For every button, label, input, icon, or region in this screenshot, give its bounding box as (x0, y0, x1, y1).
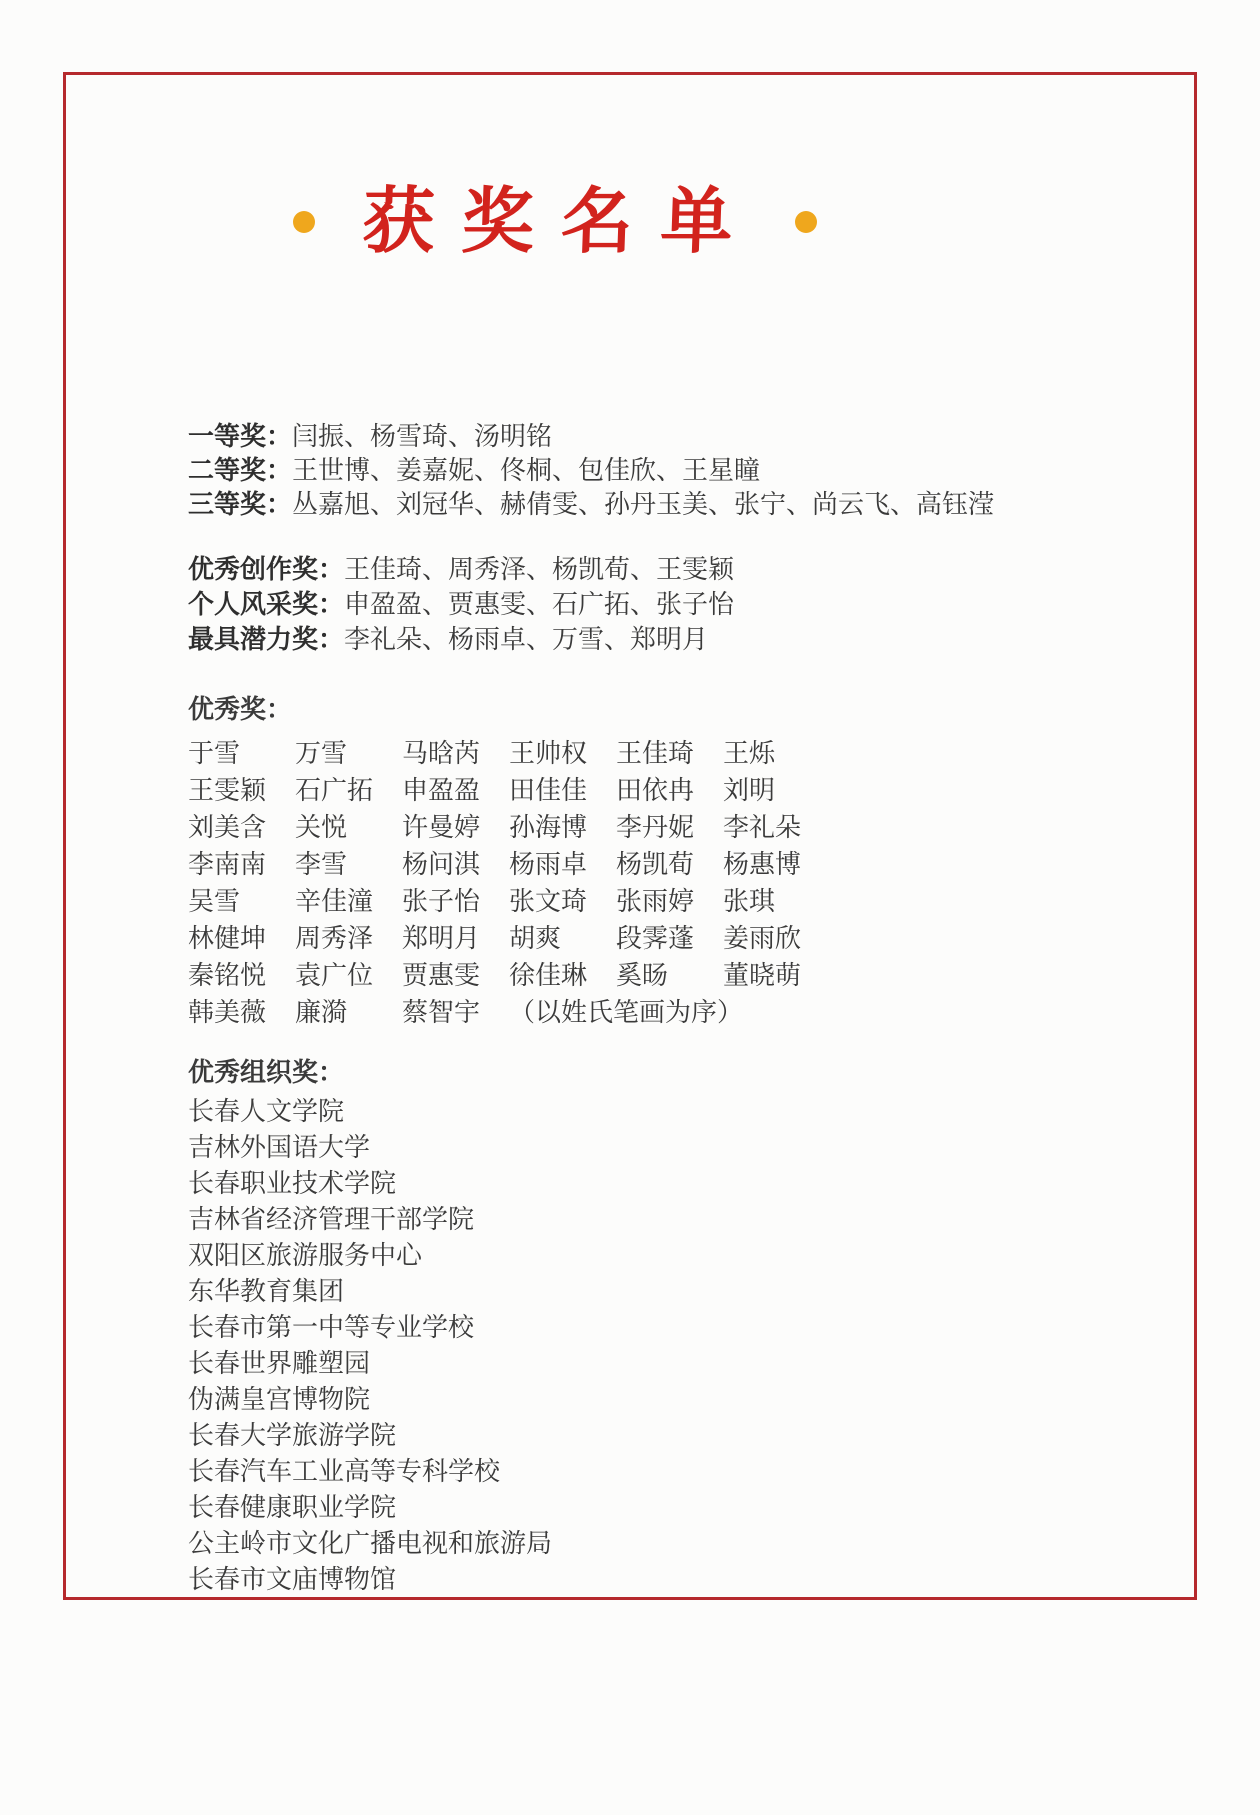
award-line-potential (188, 622, 1134, 657)
awardee-name: 杨问淇 (402, 849, 481, 879)
awardee-name: 林健坤 (188, 923, 267, 953)
grid-row (188, 955, 1134, 992)
grid-row (188, 733, 1134, 770)
award-line-personal-style (188, 587, 1134, 622)
awardee-name: 胡爽 (509, 923, 562, 953)
awardee-name: 李南南 (188, 849, 267, 879)
organization-item: 长春汽车工业高等专科学校 (188, 1456, 501, 1486)
awardee-name: 蔡智宇 (402, 997, 481, 1027)
sort-note: （以姓氏笔画为序） (509, 997, 744, 1027)
awardee-name: 田佳佳 (509, 775, 588, 805)
awardee-name: 张文琦 (509, 886, 588, 916)
awardee-name: 关悦 (295, 812, 348, 842)
awardee-name: 李丹妮 (616, 812, 695, 842)
awardee-name: 石广拓 (295, 775, 374, 805)
grid-row (188, 844, 1134, 881)
organization-item: 伪满皇宫博物院 (188, 1384, 371, 1414)
excellence-award-label: 优秀奖： (188, 694, 293, 724)
award-names: 李礼朵、杨雨卓、万雪、郑明月 (344, 624, 709, 654)
awardee-name: 杨雨卓 (509, 849, 588, 879)
organization-award-label: 优秀组织奖： (188, 1057, 345, 1087)
awardee-name: 刘明 (723, 775, 776, 805)
special-awards-block (188, 552, 1134, 657)
excellence-names-grid (188, 733, 1134, 1029)
award-names: 丛嘉旭、刘冠华、赫倩雯、孙丹玉美、张宁、尚云飞、高钰滢 (292, 489, 995, 519)
awardee-name: 秦铭悦 (188, 960, 267, 990)
awardee-name: 李礼朵 (723, 812, 802, 842)
awardee-name: 袁广位 (295, 960, 374, 990)
award-line-second-prize (188, 453, 1134, 487)
awardee-name: 孙海博 (509, 812, 588, 842)
award-names: 申盈盈、贾惠雯、石广拓、张子怡 (344, 589, 735, 619)
grid-row (188, 770, 1134, 807)
grid-row (188, 992, 1134, 1029)
award-names: 王佳琦、周秀泽、杨凯荀、王雯颖 (344, 554, 735, 584)
award-label: 优秀创作奖： (188, 554, 345, 584)
grid-row (188, 881, 1134, 918)
awardee-name: 奚旸 (616, 960, 669, 990)
ranked-awards-block (188, 419, 1134, 521)
awardee-name: 周秀泽 (295, 923, 374, 953)
award-line-first-prize (188, 419, 1134, 453)
awardee-name: 万雪 (295, 738, 348, 768)
award-label: 一等奖： (188, 421, 293, 451)
awardee-name: 于雪 (188, 738, 241, 768)
awardee-name: 辛佳潼 (295, 886, 374, 916)
award-label: 最具潜力奖： (188, 624, 345, 654)
organization-item: 吉林省经济管理干部学院 (188, 1204, 475, 1234)
awardee-name: 李雪 (295, 849, 348, 879)
organization-item: 长春市第一中等专业学校 (188, 1312, 475, 1342)
awardee-name: 廉漪 (295, 997, 348, 1027)
award-label: 个人风采奖： (188, 589, 345, 619)
organization-item: 长春职业技术学院 (188, 1168, 397, 1198)
award-names: 王世博、姜嘉妮、佟桐、包佳欣、王星瞳 (292, 455, 761, 485)
award-label: 二等奖： (188, 455, 293, 485)
awardee-name: 吴雪 (188, 886, 241, 916)
awardee-name: 董晓萌 (723, 960, 802, 990)
awardee-name: 郑明月 (402, 923, 481, 953)
awardee-name: 田依冉 (616, 775, 695, 805)
content-column (188, 419, 1134, 1597)
grid-row (188, 807, 1134, 844)
awardee-name: 姜雨欣 (723, 923, 802, 953)
organization-item: 长春市文庙博物馆 (188, 1564, 397, 1594)
award-line-third-prize (188, 487, 1134, 521)
awardee-name: 王帅权 (509, 738, 588, 768)
awardee-name: 张子怡 (402, 886, 481, 916)
awardee-name: 许曼婷 (402, 812, 481, 842)
awardee-name: 张琪 (723, 886, 776, 916)
awardee-name: 马晗芮 (402, 738, 481, 768)
title-row (0, 163, 1119, 267)
bullet-dot-icon (795, 211, 817, 233)
organization-item: 吉林外国语大学 (188, 1132, 371, 1162)
organization-item: 长春世界雕塑园 (188, 1348, 371, 1378)
organization-item: 长春健康职业学院 (188, 1492, 397, 1522)
awardee-name: 段霁蓬 (616, 923, 695, 953)
awardee-name: 申盈盈 (402, 775, 481, 805)
awardee-name: 徐佳琳 (509, 960, 588, 990)
awardee-name: 刘美含 (188, 812, 267, 842)
organization-item: 长春大学旅游学院 (188, 1420, 397, 1450)
organization-item: 东华教育集团 (188, 1276, 345, 1306)
awardee-name: 张雨婷 (616, 886, 695, 916)
page-title: 获奖名单 (361, 178, 762, 263)
organization-item: 公主岭市文化广播电视和旅游局 (188, 1528, 553, 1558)
red-border-frame (63, 72, 1197, 1600)
organization-item: 双阳区旅游服务中心 (188, 1240, 423, 1270)
award-line-creation (188, 552, 1134, 587)
award-names: 闫振、杨雪琦、汤明铭 (292, 421, 553, 451)
awardee-name: 贾惠雯 (402, 960, 481, 990)
organization-list (188, 1093, 1134, 1597)
bullet-dot-icon (293, 211, 315, 233)
organization-item: 长春人文学院 (188, 1096, 345, 1126)
awardee-name: 王佳琦 (616, 738, 695, 768)
awardee-name: 王烁 (723, 738, 776, 768)
awardee-name: 王雯颖 (188, 775, 267, 805)
awardee-name: 杨凯荀 (616, 849, 695, 879)
award-label: 三等奖： (188, 489, 293, 519)
grid-row (188, 918, 1134, 955)
awardee-name: 杨惠博 (723, 849, 802, 879)
awardee-name: 韩美薇 (188, 997, 267, 1027)
